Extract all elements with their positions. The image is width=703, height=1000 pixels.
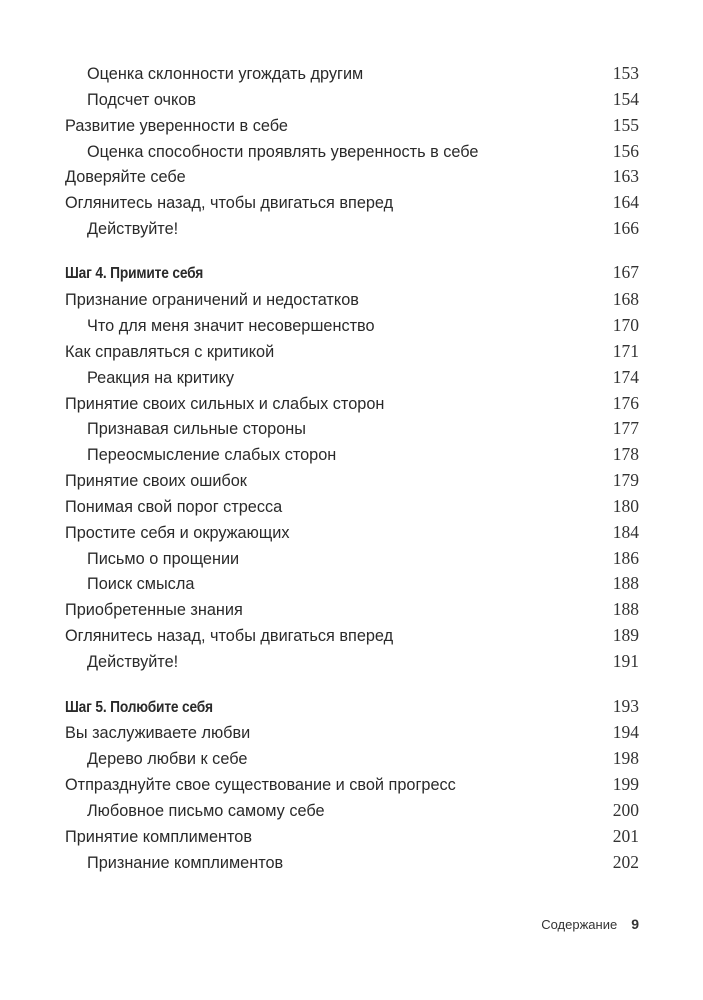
toc-entry-page: 180 xyxy=(612,496,639,516)
toc-entry-title: Действуйте! xyxy=(87,653,179,671)
toc-entry-title: Принятие комплиментов xyxy=(65,828,252,846)
toc-entry-title: Поиск смысла xyxy=(87,575,195,593)
toc-entry-page: 189 xyxy=(612,625,639,645)
toc-entry-page: 174 xyxy=(612,367,639,387)
toc-entry-title: Письмо о прощении xyxy=(87,550,240,568)
toc-entry-page: 177 xyxy=(612,418,639,438)
toc-entry xyxy=(65,649,639,673)
toc-entry-page: 155 xyxy=(612,115,639,135)
toc-entry-page: 163 xyxy=(612,166,639,186)
toc-entry xyxy=(65,798,639,822)
toc-entry xyxy=(65,164,639,188)
toc-entry-page: 191 xyxy=(612,651,639,671)
toc-entry-title: Приобретенные знания xyxy=(65,601,243,619)
toc-entry-title: Простите себя и окружающих xyxy=(65,524,290,542)
toc-entry xyxy=(65,824,639,848)
toc-entry xyxy=(65,61,639,85)
toc-entry-title: Любовное письмо самому себе xyxy=(87,802,325,820)
toc-entry xyxy=(65,313,639,337)
toc-entry-page: 184 xyxy=(612,522,639,542)
toc-entry xyxy=(65,216,639,240)
toc-entry xyxy=(65,391,639,415)
toc-entry-title: Дерево любви к себе xyxy=(87,750,248,768)
toc-entry-page: 179 xyxy=(612,470,639,490)
page-footer xyxy=(541,916,639,932)
toc-entry xyxy=(65,139,639,163)
toc-entry xyxy=(65,416,639,440)
toc-entry xyxy=(65,87,639,111)
toc-entry xyxy=(65,365,639,389)
toc-entry xyxy=(65,468,639,492)
toc-entry-title: Принятие своих ошибок xyxy=(65,472,247,490)
toc-entry-page: 188 xyxy=(612,573,639,593)
toc-entry-title: Понимая свой порог стресса xyxy=(65,498,283,516)
toc-entry-page: 170 xyxy=(612,315,639,335)
toc-entry-page: 198 xyxy=(612,748,639,768)
toc-entry xyxy=(65,623,639,647)
toc-entry-page: 171 xyxy=(612,341,639,361)
toc-entry-title: Действуйте! xyxy=(87,220,179,238)
toc-entry-page: 188 xyxy=(612,599,639,619)
toc-entry-page: 154 xyxy=(612,89,639,109)
toc-entry-page: 176 xyxy=(612,393,639,413)
toc-entry-title: Признание комплиментов xyxy=(87,854,284,872)
footer-section-label: Содержание xyxy=(541,917,618,932)
toc-entry-title: Переосмысление слабых сторон xyxy=(87,446,337,464)
toc-entry-title: Шаг 4. Примите себя xyxy=(65,265,204,282)
toc-entry xyxy=(65,190,639,214)
toc-entry-page: 166 xyxy=(612,218,639,238)
toc-entry-page: 202 xyxy=(612,852,639,872)
toc-entry xyxy=(65,442,639,466)
toc-entry-title: Оценка способности проявлять уверенность в себе xyxy=(87,143,479,161)
toc-entry-title: Вы заслуживаете любви xyxy=(65,724,251,742)
toc-entry xyxy=(65,339,639,363)
toc-entry-page: 156 xyxy=(612,141,639,161)
toc-entry-title: Оглянитесь назад, чтобы двигаться вперед xyxy=(65,627,394,645)
toc-entry-title: Подсчет очков xyxy=(87,91,197,109)
toc-entry-title: Признание ограничений и недостатков xyxy=(65,291,359,309)
toc-entry xyxy=(65,287,639,311)
toc-entry-title: Как справляться с критикой xyxy=(65,343,275,361)
toc-entry-title: Отпразднуйте свое существование и свой прогресс xyxy=(65,776,456,794)
toc-entry-page: 201 xyxy=(612,826,639,846)
toc-entry xyxy=(65,494,639,518)
toc-entry-title: Оглянитесь назад, чтобы двигаться вперед xyxy=(65,194,394,212)
toc-entry xyxy=(65,113,639,137)
toc-entry xyxy=(65,520,639,544)
toc-entry-page: 178 xyxy=(612,444,639,464)
toc-entry-title: Что для меня значит несовершенство xyxy=(87,317,375,335)
toc-entry-page: 164 xyxy=(612,192,639,212)
toc-entry-page: 186 xyxy=(612,548,639,568)
toc-chapter-heading xyxy=(65,694,639,718)
toc-entry-page: 167 xyxy=(612,262,639,282)
footer-page-number: 9 xyxy=(631,916,639,932)
toc-chapter-heading xyxy=(65,260,639,284)
toc-entry xyxy=(65,772,639,796)
toc-entry-title: Доверяйте себе xyxy=(65,168,186,186)
toc-entry xyxy=(65,571,639,595)
toc-entry-title: Реакция на критику xyxy=(87,369,234,387)
toc-entry-page: 193 xyxy=(612,696,639,716)
toc-entry xyxy=(65,597,639,621)
toc-entry-title: Развитие уверенности в себе xyxy=(65,117,288,135)
toc-entry xyxy=(65,850,639,874)
toc-entry-title: Признавая сильные стороны xyxy=(87,420,306,438)
toc-entry xyxy=(65,546,639,570)
toc-entry-page: 194 xyxy=(612,722,639,742)
toc-entry-page: 168 xyxy=(612,289,639,309)
toc-entry-page: 200 xyxy=(612,800,639,820)
toc-entry-title: Принятие своих сильных и слабых сторон xyxy=(65,395,385,413)
toc-entry-title: Оценка склонности угождать другим xyxy=(87,65,364,83)
toc-entry xyxy=(65,746,639,770)
toc-entry-page: 153 xyxy=(612,63,639,83)
toc-entry-page: 199 xyxy=(612,774,639,794)
toc-entry xyxy=(65,720,639,744)
toc-entry-title: Шаг 5. Полюбите себя xyxy=(65,699,213,716)
